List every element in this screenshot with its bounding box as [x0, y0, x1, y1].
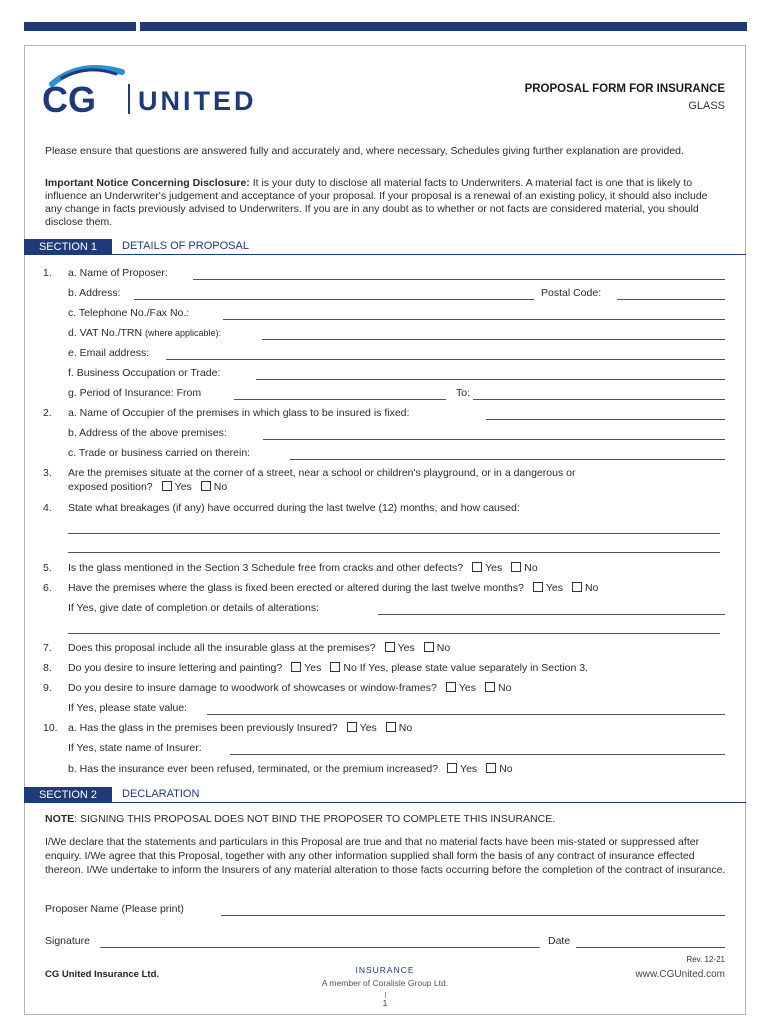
q8-number: 8.: [43, 662, 52, 674]
date-field[interactable]: [576, 947, 725, 948]
q6-row: [0, 582, 770, 596]
q7-no-label: No: [436, 642, 451, 654]
page-number: 1: [382, 998, 388, 1008]
q6-yes-option[interactable]: [533, 582, 563, 595]
q3-no-option[interactable]: [201, 481, 227, 494]
q5-label: [68, 562, 538, 575]
q8-label: [68, 662, 588, 675]
trade-field[interactable]: [290, 459, 725, 460]
q7-yes-checkbox[interactable]: [385, 642, 395, 652]
q2a-row: [0, 407, 770, 421]
proposer-print-field[interactable]: [221, 915, 725, 916]
proposer-name-row: [0, 903, 770, 917]
q10b-no-checkbox[interactable]: [486, 763, 496, 773]
q1e-label: e. Email address:: [68, 347, 150, 359]
alterations-field-2[interactable]: [68, 633, 720, 634]
section1-title: DETAILS OF PROPOSAL: [122, 240, 249, 252]
form-subtitle: GLASS: [688, 100, 725, 112]
q10b-text: b. Has the insurance ever been refused, terminated, or the premium increased?: [68, 763, 439, 775]
q7-row: [0, 642, 770, 656]
cg-united-logo: [40, 62, 310, 122]
q6-no-option[interactable]: [572, 582, 598, 595]
q10-number: 10.: [43, 722, 58, 734]
q1c-row: [0, 307, 770, 321]
q6-followup-row: [0, 602, 770, 616]
q3-line2-text: exposed position?: [68, 481, 153, 493]
q9-no-label: No: [497, 682, 512, 694]
q10b-yes-option[interactable]: [447, 763, 477, 776]
q6-no-label: No: [584, 582, 599, 594]
occupier-name-field[interactable]: [486, 419, 725, 420]
footer-member: A member of Coralisle Group Ltd.: [321, 978, 449, 988]
q5-yes-label: Yes: [485, 562, 503, 574]
q7-text: Does this proposal include all the insurable glass at the premises?: [68, 642, 376, 654]
section1-rule: [112, 254, 746, 255]
q4-number: 4.: [43, 502, 52, 514]
q10a-followup-label: If Yes, state name of Insurer:: [68, 742, 202, 754]
period-to-label: To:: [456, 387, 471, 399]
q8-yes-label: Yes: [304, 662, 322, 674]
q6-yes-checkbox[interactable]: [533, 582, 543, 592]
q8-no-label: No: [343, 662, 357, 674]
q1d-text: d. VAT No./TRN: [68, 327, 143, 339]
q1f-row: [0, 367, 770, 381]
q6-text: Have the premises where the glass is fixed been erected or altered during the last twelve months?: [68, 582, 524, 594]
q10b-yes-checkbox[interactable]: [447, 763, 457, 773]
signature-label: Signature: [45, 935, 90, 947]
q8-no-option[interactable]: [330, 662, 356, 675]
section1-tab: SECTION 1: [24, 239, 112, 255]
woodwork-value-field[interactable]: [207, 714, 725, 715]
q1f-label: f. Business Occupation or Trade:: [68, 367, 221, 379]
q1d-row: [0, 327, 770, 341]
q5-row: [0, 562, 770, 576]
q8-no-checkbox[interactable]: [330, 662, 340, 672]
q3-no-checkbox[interactable]: [201, 481, 211, 491]
section2-tab: SECTION 2: [24, 787, 112, 803]
q5-no-label: No: [524, 562, 538, 574]
signature-field[interactable]: [100, 947, 540, 948]
section2-title: DECLARATION: [122, 788, 200, 800]
q3-no-label: No: [213, 481, 228, 493]
q1b-label: b. Address:: [68, 287, 121, 299]
logo-united-text: UNITED: [138, 86, 257, 116]
q10b-label: [68, 763, 513, 776]
q3-number: 3.: [43, 467, 52, 479]
q9-text: Do you desire to insure damage to woodwork of showcases or window-frames?: [68, 682, 437, 694]
q10b-yes-label: Yes: [460, 763, 478, 775]
q6-number: 6.: [43, 582, 52, 594]
notice-body: It is your duty to disclose all material facts to Underwriters. A material fact is one that is likely to influence an Underwriter's judgement and acceptance of your proposal. If your proposal is a renewal of an existing policy, it should also include any change in facts previously advised to Underwriters. If you are in any doubt as to whether or not facts are considered material, you should disclose them.: [45, 177, 708, 228]
q9-followup-label: If Yes, please state value:: [68, 702, 188, 714]
q6-label: [68, 582, 598, 595]
q10a-label: [68, 722, 412, 735]
q1c-label: c. Telephone No./Fax No.:: [68, 307, 190, 319]
logo-cg-text: CG: [42, 79, 96, 120]
period-from-field[interactable]: [234, 399, 446, 400]
q3-line2: [68, 481, 227, 494]
telephone-field[interactable]: [223, 319, 725, 320]
q10b-no-label: No: [499, 763, 513, 775]
q6-no-checkbox[interactable]: [572, 582, 582, 592]
revision-label: Rev. 12-21: [686, 955, 725, 964]
q2-number: 2.: [43, 407, 52, 419]
q9-number: 9.: [43, 682, 52, 694]
q8-row: [0, 662, 770, 676]
q2c-row: [0, 447, 770, 461]
disclosure-notice: [45, 177, 725, 229]
declaration-text: I/We declare that the statements and particulars in this Proposal are true and that no material facts have been mis-stated or suppressed after enquiry. I/We agree that this Proposal, together with any other information supplied shall form the basis of any contract of insurance effected thereon. I/We undertake to inform the Insurers of any material alteration to those facts occurring before the completion of the contract of insurance.: [45, 836, 726, 876]
email-field[interactable]: [166, 359, 725, 360]
q5-yes-checkbox[interactable]: [472, 562, 482, 572]
footer-website-link[interactable]: www.CGUnited.com: [635, 969, 725, 980]
q7-yes-option[interactable]: [385, 642, 415, 655]
q3-yes-option[interactable]: [162, 481, 192, 494]
q3-row-2: [0, 481, 770, 495]
footer-insurance: INSURANCE: [355, 965, 415, 975]
q10a-followup-row: [0, 742, 770, 756]
q1d-label: [68, 327, 221, 340]
q9-followup-row: [0, 702, 770, 716]
q5-no-checkbox[interactable]: [511, 562, 521, 572]
q7-label: [68, 642, 450, 655]
q8-yes-option[interactable]: [291, 662, 321, 675]
q2b-label: b. Address of the above premises:: [68, 427, 227, 439]
q5-number: 5.: [43, 562, 52, 574]
q3-yes-label: Yes: [174, 481, 192, 493]
q1a-row: [0, 267, 770, 281]
q6-yes-label: Yes: [545, 582, 563, 594]
signature-row: [0, 935, 770, 949]
q10a-yes-label: Yes: [359, 722, 377, 734]
q7-number: 7.: [43, 642, 52, 654]
q2c-label: c. Trade or business carried on therein:: [68, 447, 251, 459]
q3-yes-checkbox[interactable]: [162, 481, 172, 491]
q6-followup-label: If Yes, give date of completion or details of alterations:: [68, 602, 319, 614]
q10a-yes-option[interactable]: [347, 722, 377, 735]
breakages-field-2[interactable]: [68, 552, 720, 553]
q1g-label: g. Period of Insurance: From: [68, 387, 202, 399]
q3-row: [0, 467, 770, 481]
q7-no-checkbox[interactable]: [424, 642, 434, 652]
q10a-no-option[interactable]: [386, 722, 412, 735]
premises-address-field[interactable]: [263, 439, 725, 440]
note-text: : SIGNING THIS PROPOSAL DOES NOT BIND THE PROPOSER TO COMPLETE THIS INSURANCE.: [74, 813, 556, 825]
postal-code-label: Postal Code:: [541, 287, 602, 299]
q8-yes-checkbox[interactable]: [291, 662, 301, 672]
q9-yes-option[interactable]: [446, 682, 476, 695]
q10a-no-label: No: [398, 722, 413, 734]
q1e-row: [0, 347, 770, 361]
q1-number: 1.: [43, 267, 52, 279]
q1d-small: (where applicable):: [145, 328, 222, 338]
q9-label: [68, 682, 511, 695]
notice-heading: Important Notice Concerning Disclosure:: [45, 177, 250, 189]
q7-no-option[interactable]: [424, 642, 450, 655]
note-label: NOTE: [45, 813, 75, 825]
q8-text: Do you desire to insure lettering and painting?: [68, 662, 283, 674]
q1g-row: [0, 387, 770, 401]
breakages-field-1[interactable]: [68, 533, 720, 534]
q1a-label: a. Name of Proposer:: [68, 267, 168, 279]
date-label: Date: [548, 935, 571, 947]
q10a-yes-checkbox[interactable]: [347, 722, 357, 732]
section2-rule: [112, 802, 746, 803]
vat-field[interactable]: [262, 339, 725, 340]
postal-code-field[interactable]: [617, 299, 725, 300]
top-accent-bar-right: [140, 22, 747, 31]
q2b-row: [0, 427, 770, 441]
form-title: PROPOSAL FORM FOR INSURANCE: [524, 83, 725, 95]
q10a-text: a. Has the glass in the premises been previously Insured?: [68, 722, 338, 734]
q5-text: Is the glass mentioned in the Section 3 Schedule free from cracks and other defects?: [68, 562, 464, 574]
q1b-row: [0, 287, 770, 301]
period-to-field[interactable]: [473, 399, 725, 400]
previous-insurer-field[interactable]: [230, 754, 725, 755]
q9-yes-checkbox[interactable]: [446, 682, 456, 692]
q5-yes-option[interactable]: [472, 562, 502, 575]
footer-company: CG United Insurance Ltd.: [45, 969, 160, 980]
q9-no-option[interactable]: [485, 682, 511, 695]
q4-label: State what breakages (if any) have occurred during the last twelve (12) months, and how caused:: [68, 502, 520, 514]
q8-tail: If Yes, please state value separately in Section 3.: [359, 662, 588, 674]
intro-paragraph: Please ensure that questions are answered fully and accurately and, where necessary, Schedules giving further explanation are provided.: [45, 145, 684, 157]
q9-no-checkbox[interactable]: [485, 682, 495, 692]
q9-row: [0, 682, 770, 696]
q2a-label: a. Name of Occupier of the premises in which glass to be insured is fixed:: [68, 407, 410, 419]
proposer-name-field[interactable]: [193, 279, 725, 280]
q10b-no-option[interactable]: [486, 763, 512, 776]
alterations-field-1[interactable]: [378, 614, 725, 615]
declaration-note: [45, 813, 555, 825]
address-field[interactable]: [134, 299, 534, 300]
q4-row: [0, 502, 770, 516]
occupation-field[interactable]: [256, 379, 725, 380]
q10a-no-checkbox[interactable]: [386, 722, 396, 732]
q3-line1: Are the premises situate at the corner of a street, near a school or children's playground, or in a dangerous or: [68, 467, 576, 479]
q5-no-option[interactable]: [511, 562, 537, 575]
top-accent-bar-left: [24, 22, 136, 31]
proposer-print-label: Proposer Name (Please print): [45, 903, 184, 915]
q9-yes-label: Yes: [458, 682, 476, 694]
q10b-row: [0, 763, 770, 777]
q7-yes-label: Yes: [397, 642, 415, 654]
q10a-row: [0, 722, 770, 736]
